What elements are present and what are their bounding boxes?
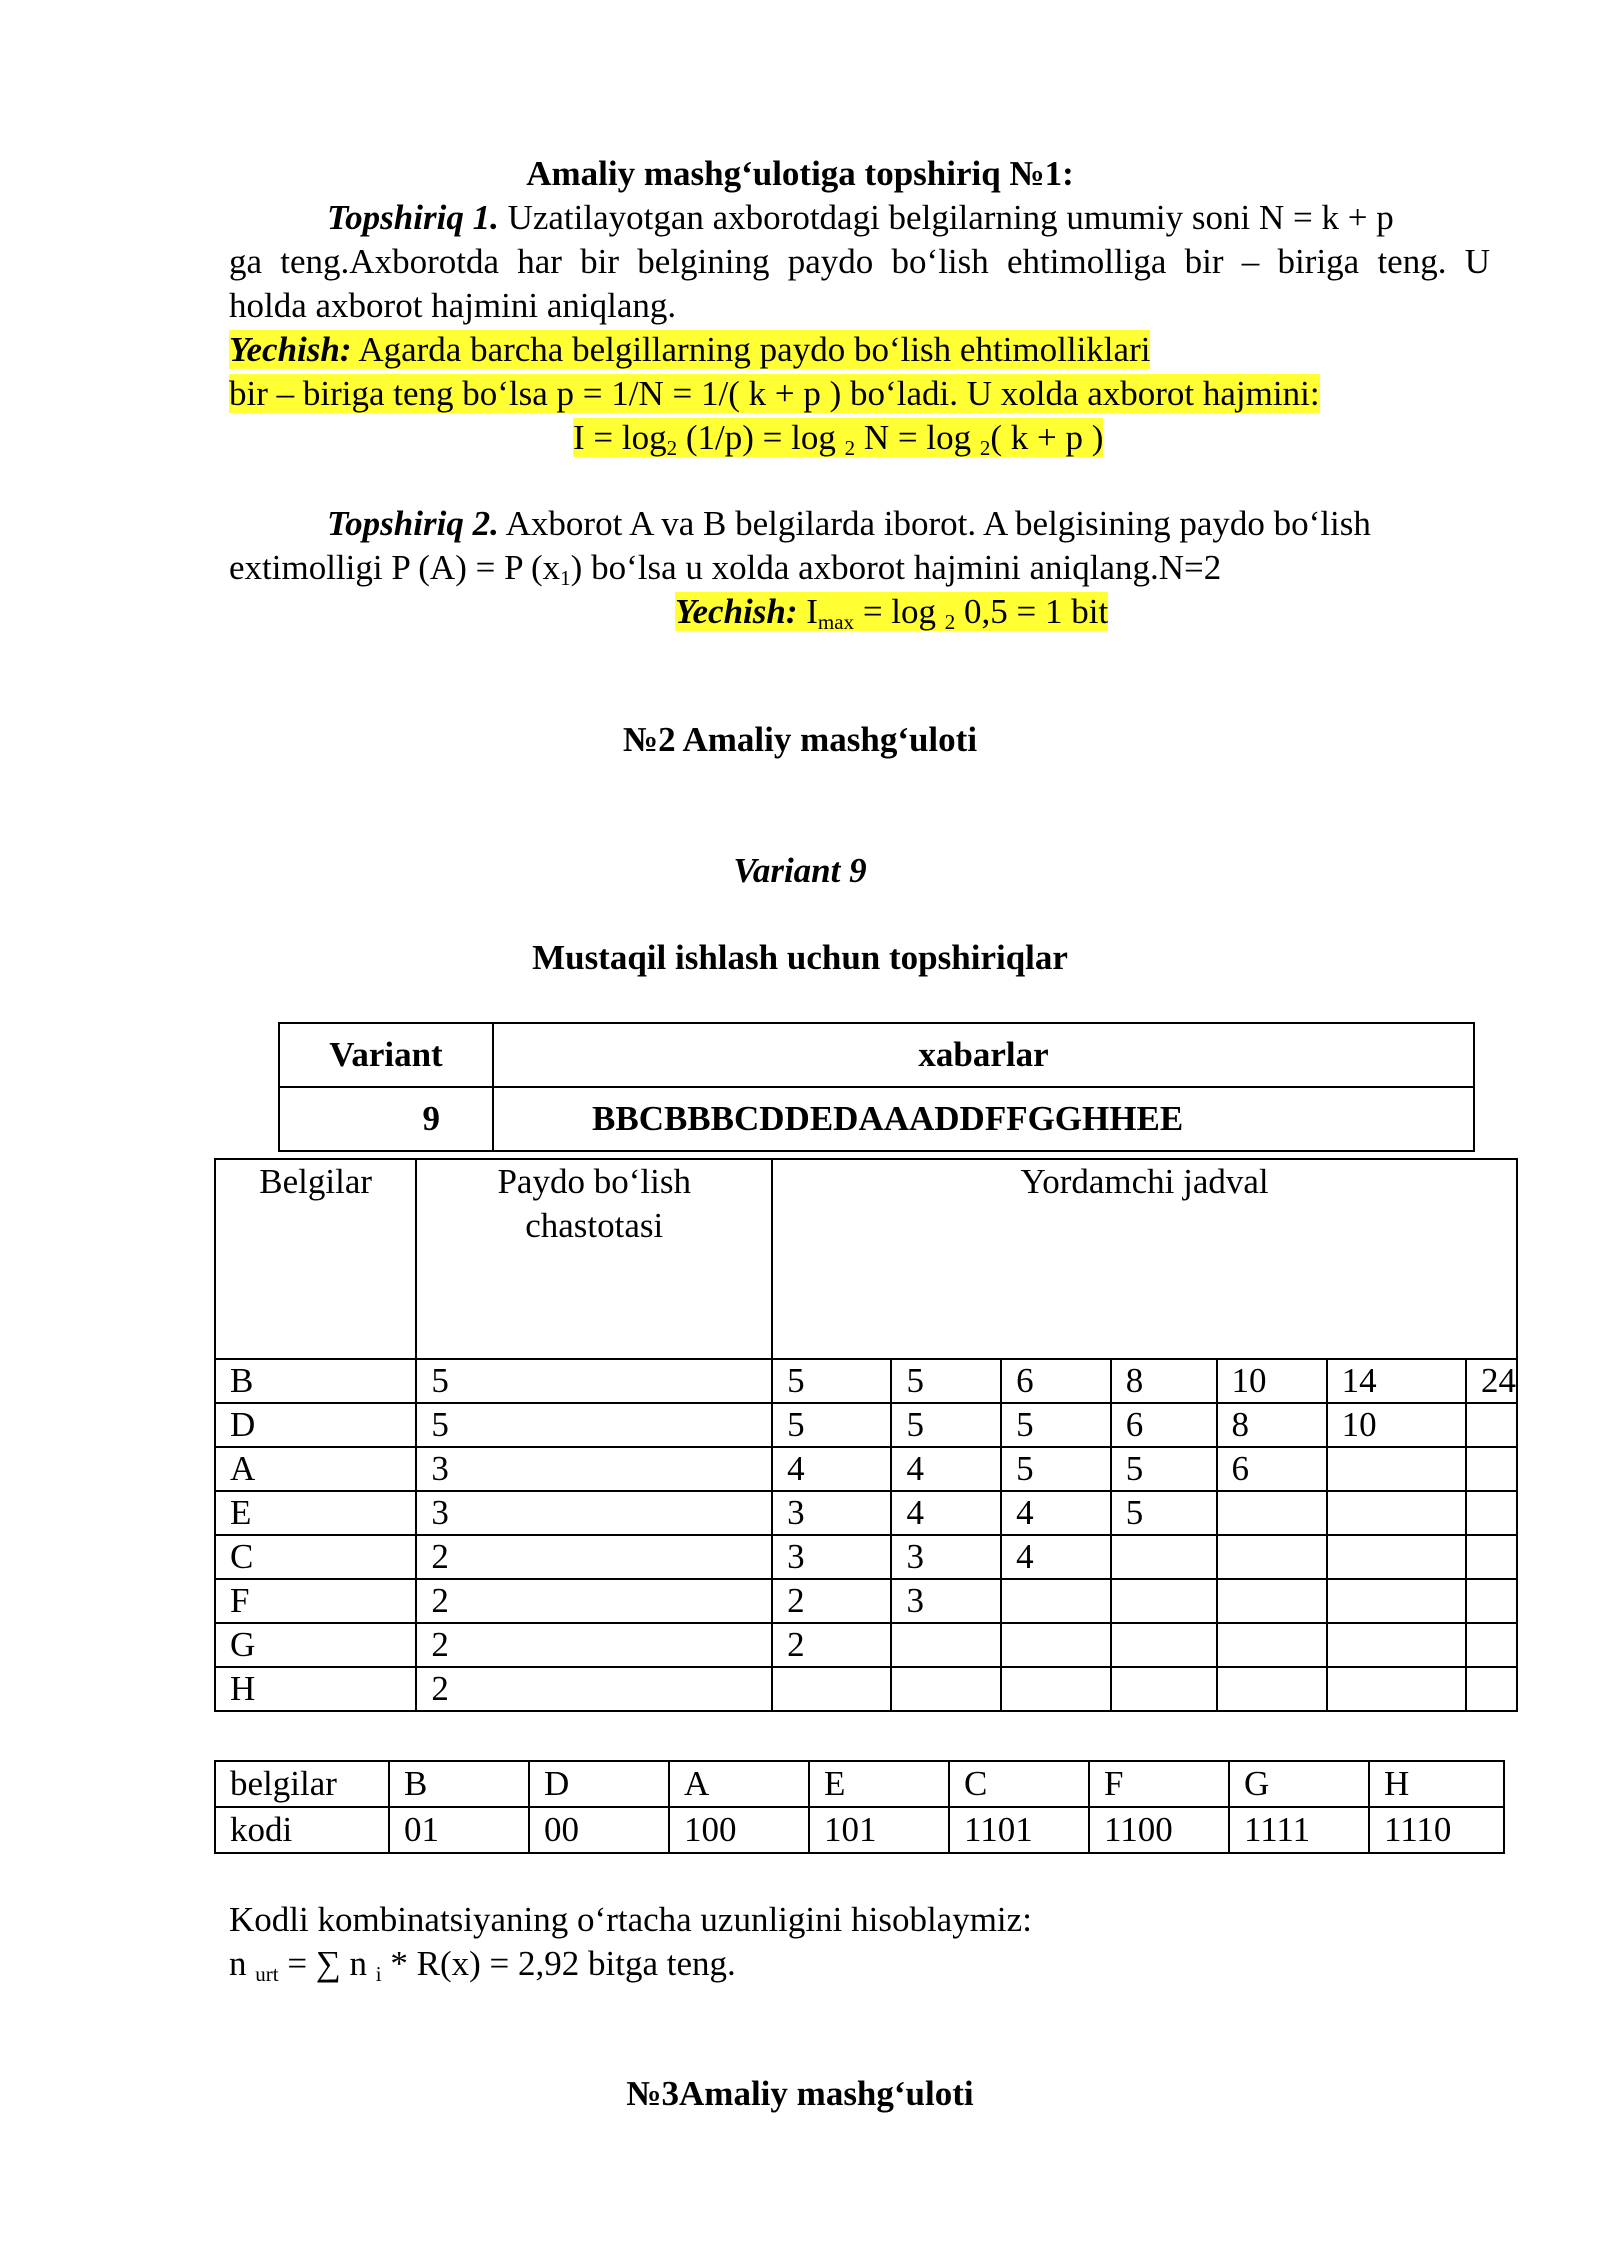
task2-line1 xyxy=(327,502,1371,546)
symbols-header: Belgilar xyxy=(215,1159,416,1359)
solution2-label: Yechish: xyxy=(675,592,798,631)
message-text: BBCBBBCDDEDAAADDFFGGHHEE xyxy=(493,1087,1474,1151)
messages-header: xabarlar xyxy=(493,1023,1474,1087)
auxiliary-table-header: Yordamchi jadval xyxy=(772,1159,1517,1359)
task2-line2: extimolligi P (A) = P $(x_1)$ bo‘lsa u xolda axborot hajmini aniqlang.N=2 xyxy=(229,548,1222,591)
task2-text1: Axborot A va B belgilarda iborot. A belgisining paydo bo‘lish xyxy=(498,504,1371,543)
variant-table xyxy=(278,1022,1475,1152)
solution1-line1 xyxy=(229,328,1150,372)
independent-tasks-heading: Mustaqil ishlash uchun topshiriqlar xyxy=(532,938,1068,977)
variant-number: 9 xyxy=(279,1087,493,1151)
code-table xyxy=(214,1760,1505,1854)
frequency-table xyxy=(214,1158,1518,1712)
frequency-header: Paydo bo‘lish chastotasi xyxy=(416,1159,772,1359)
table-row: A 3 4 4 5 5 6 xyxy=(215,1447,1517,1491)
avg-length-text: Kodli kombinatsiyaning o‘rtacha uzunligini hisoblaymiz: xyxy=(229,1900,1032,1939)
task1-text1: Uzatilayotgan axborotdagi belgilarning umumiy soni N = k + p xyxy=(498,198,1394,237)
solution1-text1: Agarda barcha belgillarning paydo bo‘lish ehtimolliklari xyxy=(351,330,1151,369)
task1-line2: ga teng.Axborotda har bir belgining paydo bo‘lish ehtimolliga bir – biriga teng. U xyxy=(229,242,1490,281)
table-row: H 2 xyxy=(215,1667,1517,1711)
solution1-line2 xyxy=(229,372,1320,416)
solution1-formula: $I = \log_2 (1/p) = \log _2$ N = log $_2$( k + p ) xyxy=(573,418,1104,461)
section2-title: №2 Amaliy mashg‘uloti xyxy=(622,720,978,759)
task1-label: Topshiriq 1. xyxy=(327,198,499,237)
solution1-text2: bir – biriga teng bo‘lsa p = 1/N = 1/( k + p ) bo‘ladi. U xolda axborot hajmini: xyxy=(229,374,1320,413)
table-row: belgilar B D A E C F G H xyxy=(215,1761,1504,1807)
table-row: G 2 2 xyxy=(215,1623,1517,1667)
variant-heading: Variant 9 xyxy=(733,851,867,890)
table-row: F 2 2 3 xyxy=(215,1579,1517,1623)
avg-length-formula: n $_{urt}$ = ∑ n $_i$ * R(x) = 2,92 bitga teng. xyxy=(229,1944,736,1987)
table-row: E 3 3 4 4 5 xyxy=(215,1491,1517,1535)
table-row: kodi 01 00 100 101 1101 1100 1111 1110 xyxy=(215,1807,1504,1853)
task2-label: Topshiriq 2. xyxy=(327,504,499,543)
table-row: C 2 3 3 4 xyxy=(215,1535,1517,1579)
solution2-line: Yechish: $I_{max} = \log _2$ 0,5 = 1 bit xyxy=(675,592,1109,635)
task1-line3: holda axborot hajmini aniqlang. xyxy=(229,286,677,325)
solution1-label: Yechish: xyxy=(229,330,352,369)
variant-header: Variant xyxy=(279,1023,493,1087)
table-row: D 5 5 5 5 6 8 10 xyxy=(215,1403,1517,1447)
section1-title: Amaliy mashg‘ulotiga topshiriq №1: xyxy=(526,154,1074,193)
section3-title: №3Amaliy mashg‘uloti xyxy=(626,2074,974,2113)
task1-line1 xyxy=(327,196,1394,240)
table-row: B 5 5 5 6 8 10 14 24 xyxy=(215,1359,1517,1403)
